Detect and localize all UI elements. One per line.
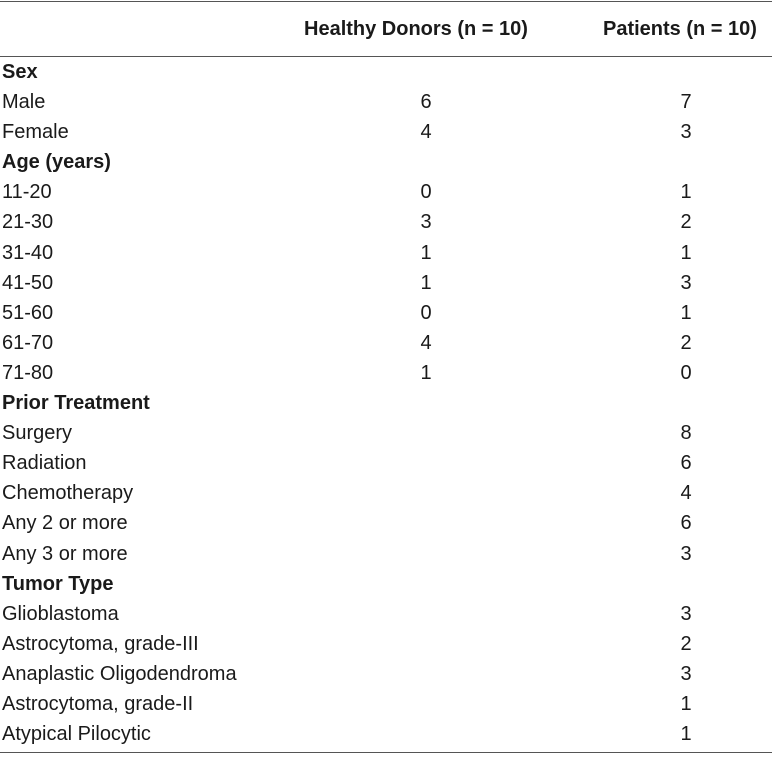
header-patients: Patients (n = 10) <box>603 18 757 40</box>
row-label: 31-40 <box>2 241 54 264</box>
section-label: Age (years) <box>2 151 111 174</box>
row-label: 11-20 <box>2 181 52 204</box>
section-label: Tumor Type <box>2 572 114 595</box>
healthy-donors-cell: 0 <box>420 181 432 204</box>
row-label: 61-70 <box>2 331 54 354</box>
table-row <box>0 479 772 509</box>
patients-cell: 0 <box>680 361 692 384</box>
table-row <box>0 269 772 299</box>
table-row <box>0 720 772 750</box>
row-label: 21-30 <box>2 211 54 234</box>
patients-cell: 2 <box>680 211 692 234</box>
section-header-row <box>0 58 772 88</box>
patients-cell: 2 <box>680 632 692 655</box>
patients-cell: 3 <box>680 542 692 565</box>
patients-cell: 4 <box>680 482 692 505</box>
row-label: Chemotherapy <box>2 482 134 505</box>
healthy-donors-cell: 4 <box>420 121 432 144</box>
healthy-donors-cell: 3 <box>420 211 432 234</box>
table-row <box>0 359 772 389</box>
patients-cell: 3 <box>680 662 692 685</box>
row-label: Any 3 or more <box>2 542 128 565</box>
row-label: Any 2 or more <box>2 512 128 535</box>
bottom-rule <box>0 752 772 753</box>
table-row <box>0 88 772 118</box>
healthy-donors-cell: 1 <box>420 271 432 294</box>
table-row <box>0 329 772 359</box>
table-row <box>0 540 772 570</box>
patients-cell: 7 <box>680 91 692 114</box>
header-healthy-donors: Healthy Donors (n = 10) <box>304 18 528 40</box>
row-label: Glioblastoma <box>2 602 119 625</box>
patients-cell: 6 <box>680 452 692 475</box>
table-row <box>0 419 772 449</box>
table-row <box>0 660 772 690</box>
healthy-donors-cell: 4 <box>420 331 432 354</box>
row-label: Female <box>2 121 69 144</box>
patients-cell: 3 <box>680 602 692 625</box>
row-label: Astrocytoma, grade-III <box>2 632 199 655</box>
section-header-row <box>0 570 772 600</box>
table-row <box>0 509 772 539</box>
row-label: Astrocytoma, grade-II <box>2 692 194 715</box>
healthy-donors-cell: 1 <box>420 361 432 384</box>
patients-cell: 1 <box>680 181 692 204</box>
row-label: Radiation <box>2 452 87 475</box>
table-row <box>0 118 772 148</box>
section-header-row <box>0 389 772 419</box>
row-label: 41-50 <box>2 271 54 294</box>
row-label: 51-60 <box>2 301 54 324</box>
row-label: Anaplastic Oligodendroma <box>2 662 237 685</box>
row-label: Male <box>2 91 46 114</box>
table-row <box>0 690 772 720</box>
row-label: Surgery <box>2 422 73 445</box>
row-label: Atypical Pilocytic <box>2 723 151 746</box>
demographics-table <box>0 1 772 753</box>
section-header-row <box>0 148 772 178</box>
table-row <box>0 178 772 208</box>
patients-cell: 2 <box>680 331 692 354</box>
patients-cell: 1 <box>680 692 692 715</box>
table-body <box>0 57 772 750</box>
section-label: Sex <box>2 61 38 83</box>
patients-cell: 1 <box>680 723 692 746</box>
patients-cell: 8 <box>680 422 692 445</box>
patients-cell: 1 <box>680 301 692 324</box>
healthy-donors-cell: 0 <box>420 301 432 324</box>
table-row <box>0 239 772 269</box>
table-row <box>0 600 772 630</box>
table-row <box>0 630 772 660</box>
table-row <box>0 299 772 329</box>
healthy-donors-cell: 1 <box>420 241 432 264</box>
patients-cell: 3 <box>680 271 692 294</box>
healthy-donors-cell: 6 <box>420 91 432 114</box>
patients-cell: 1 <box>680 241 692 264</box>
section-label: Prior Treatment <box>2 392 150 415</box>
patients-cell: 3 <box>680 121 692 144</box>
table-row <box>0 449 772 479</box>
table-row <box>0 208 772 238</box>
table-header <box>0 2 772 56</box>
patients-cell: 6 <box>680 512 692 535</box>
row-label: 71-80 <box>2 361 54 384</box>
